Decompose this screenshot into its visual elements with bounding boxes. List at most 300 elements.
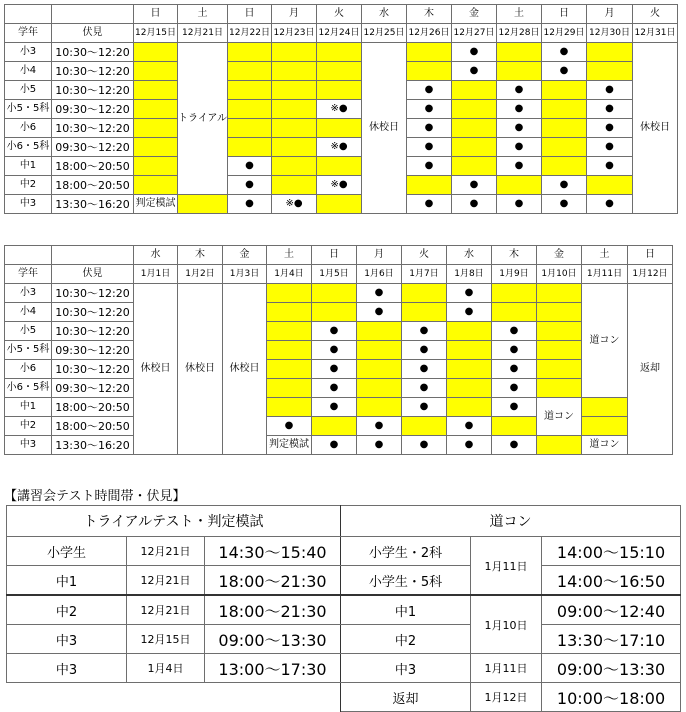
- closed-day-cell: 休校日: [134, 284, 178, 455]
- class-cell: [317, 43, 362, 62]
- day-cell: 土: [497, 5, 542, 24]
- time-cell: 18:00～20:50: [52, 176, 134, 195]
- header-row: [5, 265, 673, 284]
- class-cell: [537, 303, 582, 322]
- class-cell: [587, 43, 633, 62]
- time-cell: 09:00～13:30: [542, 654, 681, 683]
- day-cell: 月: [272, 5, 317, 24]
- day-cell: 金: [223, 246, 267, 265]
- time-cell: 09:30～12:20: [52, 138, 134, 157]
- note-dot: ※●: [317, 138, 362, 157]
- class-cell: [447, 379, 492, 398]
- class-cell: [542, 119, 587, 138]
- class-cell: [407, 176, 452, 195]
- class-cell: [272, 81, 317, 100]
- class-cell: [447, 398, 492, 417]
- test-dot: ●: [407, 157, 452, 176]
- date-cell: 12月31日: [633, 24, 678, 43]
- day-cell: 木: [492, 246, 537, 265]
- day-cell: 土: [582, 246, 628, 265]
- date-cell: 1月7日: [402, 265, 447, 284]
- test-dot: ●: [447, 417, 492, 436]
- day-cell: 日: [134, 5, 178, 24]
- class-cell: [357, 398, 402, 417]
- class-cell: [312, 284, 357, 303]
- class-cell: [317, 195, 362, 214]
- class-cell: [267, 341, 312, 360]
- grade-cell: 小6・5科: [5, 379, 52, 398]
- time-cell: 18:00～20:50: [52, 398, 134, 417]
- test-dot: ●: [407, 138, 452, 157]
- class-cell: [537, 379, 582, 398]
- table-row: [7, 595, 681, 625]
- day-cell: 土: [267, 246, 312, 265]
- time-cell: 09:30～12:20: [52, 379, 134, 398]
- class-cell: [452, 138, 497, 157]
- grade-cell: 中1: [5, 398, 52, 417]
- test-dot: ●: [542, 195, 587, 214]
- test-dot: ●: [587, 157, 633, 176]
- date-cell: 12月21日: [127, 537, 205, 566]
- test-times-header-row: [7, 506, 681, 537]
- blank-cell: [7, 683, 341, 712]
- class-cell: [134, 157, 178, 176]
- class-cell: [272, 119, 317, 138]
- time-cell: 18:00～21:30: [205, 566, 341, 596]
- test-dot: ●: [497, 138, 542, 157]
- test-dot: ●: [312, 341, 357, 360]
- grade-cell: 小6・5科: [5, 138, 52, 157]
- return-cell: 返却: [628, 284, 673, 455]
- date-cell: 1月12日: [628, 265, 673, 284]
- class-cell: [452, 100, 497, 119]
- dokon-cell: 道コン: [582, 284, 628, 398]
- grade-cell: 中3: [5, 195, 52, 214]
- day-cell: 金: [537, 246, 582, 265]
- date-cell: 12月27日: [452, 24, 497, 43]
- test-dot: ●: [447, 303, 492, 322]
- blank-cell: [5, 246, 52, 265]
- time-cell: 18:00～20:50: [52, 157, 134, 176]
- test-dot: ●: [402, 341, 447, 360]
- trial-header: トライアルテスト・判定模試: [7, 506, 341, 537]
- grade-cell: 小5: [5, 322, 52, 341]
- class-cell: [537, 360, 582, 379]
- hantei-moshi-cell: 判定模試: [267, 436, 312, 455]
- table-row: [5, 81, 678, 100]
- table-row: [5, 195, 678, 214]
- class-cell: [447, 322, 492, 341]
- date-cell: 1月2日: [178, 265, 223, 284]
- day-cell: 日: [228, 5, 272, 24]
- day-cell: 日: [542, 5, 587, 24]
- day-cell: 木: [178, 246, 223, 265]
- class-cell: [134, 176, 178, 195]
- test-dot: ●: [542, 176, 587, 195]
- class-cell: [267, 379, 312, 398]
- test-dot: ●: [312, 322, 357, 341]
- grade-cell: 中3: [7, 654, 127, 683]
- table-row: [7, 566, 681, 596]
- grade-cell: 小学生・2科: [341, 537, 471, 566]
- closed-day-cell: 休校日: [362, 43, 407, 214]
- test-dot: ●: [402, 398, 447, 417]
- note-dot: ※●: [317, 176, 362, 195]
- class-cell: [542, 100, 587, 119]
- trial-cell: トライアル: [178, 43, 228, 195]
- time-cell: 10:30～12:20: [52, 303, 134, 322]
- class-cell: [134, 100, 178, 119]
- class-cell: [312, 303, 357, 322]
- grade-cell: 小3: [5, 43, 52, 62]
- class-cell: [542, 157, 587, 176]
- grade-cell: 小4: [5, 62, 52, 81]
- grade-header: 学年: [5, 265, 52, 284]
- table-row: [5, 100, 678, 119]
- test-dot: ●: [587, 81, 633, 100]
- class-cell: [492, 417, 537, 436]
- test-dot: ●: [447, 436, 492, 455]
- class-cell: [134, 62, 178, 81]
- table-row: [5, 119, 678, 138]
- day-cell: 水: [134, 246, 178, 265]
- class-cell: [272, 62, 317, 81]
- time-cell: 09:30～12:20: [52, 100, 134, 119]
- time-cell: 10:30～12:20: [52, 284, 134, 303]
- test-dot: ●: [587, 138, 633, 157]
- date-cell: 1月12日: [471, 683, 542, 712]
- table-row: [5, 138, 678, 157]
- time-cell: 10:30～12:20: [52, 322, 134, 341]
- test-dot: ●: [312, 436, 357, 455]
- date-cell: 1月11日: [471, 537, 542, 596]
- dokon-cell: 道コン: [582, 436, 628, 455]
- closed-day-cell: 休校日: [633, 43, 678, 214]
- closed-day-cell: 休校日: [223, 284, 267, 455]
- class-cell: [267, 398, 312, 417]
- test-dot: ●: [497, 157, 542, 176]
- grade-cell: 中2: [5, 417, 52, 436]
- class-cell: [492, 284, 537, 303]
- table-row: [5, 157, 678, 176]
- grade-cell: 中1: [5, 157, 52, 176]
- class-cell: [452, 81, 497, 100]
- class-cell: [452, 157, 497, 176]
- time-cell: 10:30～12:20: [52, 62, 134, 81]
- class-cell: [497, 43, 542, 62]
- class-cell: [178, 195, 228, 214]
- test-dot: ●: [407, 100, 452, 119]
- dokon-cell: 道コン: [537, 398, 582, 436]
- test-dot: ●: [492, 360, 537, 379]
- table-row: [7, 537, 681, 566]
- test-dot: ●: [312, 379, 357, 398]
- test-dot: ●: [542, 43, 587, 62]
- date-cell: 1月5日: [312, 265, 357, 284]
- test-dot: ●: [452, 62, 497, 81]
- time-header: 伏見: [52, 24, 134, 43]
- day-of-week-row: [5, 246, 673, 265]
- date-cell: 12月21日: [127, 566, 205, 596]
- date-cell: 1月10日: [537, 265, 582, 284]
- class-cell: [537, 284, 582, 303]
- grade-cell: 中2: [5, 176, 52, 195]
- test-dot: ●: [492, 398, 537, 417]
- class-cell: [402, 284, 447, 303]
- date-cell: 1月10日: [471, 595, 542, 654]
- test-dot: ●: [492, 322, 537, 341]
- test-dot: ●: [407, 195, 452, 214]
- table-row: [5, 379, 673, 398]
- test-dot: ●: [402, 322, 447, 341]
- class-cell: [357, 360, 402, 379]
- time-cell: 10:30～12:20: [52, 360, 134, 379]
- test-dot: ●: [587, 195, 633, 214]
- class-cell: [228, 119, 272, 138]
- class-cell: [582, 417, 628, 436]
- test-dot: ●: [452, 43, 497, 62]
- class-cell: [134, 119, 178, 138]
- test-dot: ●: [402, 379, 447, 398]
- grade-cell: 小学生: [7, 537, 127, 566]
- blank-cell: [52, 5, 134, 24]
- grade-cell: 小5: [5, 81, 52, 100]
- test-dot: ●: [267, 417, 312, 436]
- class-cell: [497, 62, 542, 81]
- day-cell: 金: [452, 5, 497, 24]
- test-dot: ●: [497, 81, 542, 100]
- time-cell: 09:00～13:30: [205, 625, 341, 654]
- date-cell: 1月1日: [134, 265, 178, 284]
- grade-cell: 中3: [341, 654, 471, 683]
- grade-cell: 小4: [5, 303, 52, 322]
- test-dot: ●: [357, 284, 402, 303]
- hantei-moshi-cell: 判定模試: [134, 195, 178, 214]
- table-row: [5, 43, 678, 62]
- table-row: [7, 683, 681, 712]
- date-cell: 1月4日: [267, 265, 312, 284]
- class-cell: [228, 138, 272, 157]
- test-dot: ●: [492, 341, 537, 360]
- section-title: 【講習会テスト時間帯・伏見】: [4, 489, 186, 504]
- class-cell: [312, 417, 357, 436]
- time-cell: 10:30～12:20: [52, 119, 134, 138]
- class-cell: [267, 360, 312, 379]
- class-cell: [587, 62, 633, 81]
- grade-cell: 中3: [7, 625, 127, 654]
- class-cell: [402, 303, 447, 322]
- test-dot: ●: [447, 284, 492, 303]
- class-cell: [407, 62, 452, 81]
- grade-cell: 中1: [7, 566, 127, 596]
- test-dot: ●: [492, 379, 537, 398]
- day-cell: 火: [633, 5, 678, 24]
- day-cell: 水: [447, 246, 492, 265]
- table-row: [7, 654, 681, 683]
- class-cell: [134, 138, 178, 157]
- time-cell: 10:30～12:20: [52, 81, 134, 100]
- test-dot: ●: [402, 436, 447, 455]
- class-cell: [587, 176, 633, 195]
- test-dot: ●: [497, 100, 542, 119]
- class-cell: [452, 119, 497, 138]
- grade-cell: 中1: [341, 595, 471, 625]
- day-cell: 水: [362, 5, 407, 24]
- class-cell: [228, 100, 272, 119]
- time-cell: 14:30～15:40: [205, 537, 341, 566]
- grade-cell: 中3: [5, 436, 52, 455]
- day-cell: 火: [402, 246, 447, 265]
- test-dot: ●: [402, 360, 447, 379]
- day-cell: 木: [407, 5, 452, 24]
- time-cell: 13:30～16:20: [52, 436, 134, 455]
- grade-header: 学年: [5, 24, 52, 43]
- date-cell: 12月21日: [178, 24, 228, 43]
- date-cell: 1月9日: [492, 265, 537, 284]
- class-cell: [357, 341, 402, 360]
- test-dot: ●: [497, 119, 542, 138]
- grade-cell: 小6: [5, 119, 52, 138]
- table-row: [5, 322, 673, 341]
- test-dot: ●: [407, 119, 452, 138]
- note-dot: ※●: [272, 195, 317, 214]
- grade-cell: 返却: [341, 683, 471, 712]
- table-row: [5, 398, 673, 417]
- grade-cell: 小学生・5科: [341, 566, 471, 596]
- time-cell: 09:30～12:20: [52, 341, 134, 360]
- class-cell: [272, 138, 317, 157]
- note-dot: ※●: [317, 100, 362, 119]
- time-cell: 14:00～15:10: [542, 537, 681, 566]
- grade-cell: 小5・5科: [5, 100, 52, 119]
- table-row: [5, 62, 678, 81]
- grade-cell: 小6: [5, 360, 52, 379]
- table-row: [5, 303, 673, 322]
- grade-cell: 小5・5科: [5, 341, 52, 360]
- class-cell: [317, 62, 362, 81]
- grade-cell: 中2: [341, 625, 471, 654]
- class-cell: [317, 81, 362, 100]
- test-dot: ●: [452, 176, 497, 195]
- class-cell: [407, 43, 452, 62]
- class-cell: [267, 303, 312, 322]
- class-cell: [582, 398, 628, 417]
- date-cell: 12月25日: [362, 24, 407, 43]
- time-cell: 18:00～21:30: [205, 595, 341, 625]
- test-dot: ●: [497, 195, 542, 214]
- schedule-table-january: [4, 245, 673, 455]
- table-row: [5, 341, 673, 360]
- class-cell: [228, 43, 272, 62]
- class-cell: [357, 322, 402, 341]
- time-cell: 09:00～12:40: [542, 595, 681, 625]
- test-dot: ●: [228, 157, 272, 176]
- test-dot: ●: [407, 81, 452, 100]
- table-row: [5, 284, 673, 303]
- day-cell: 土: [178, 5, 228, 24]
- class-cell: [447, 341, 492, 360]
- test-dot: ●: [587, 100, 633, 119]
- header-row: [5, 24, 678, 43]
- class-cell: [402, 417, 447, 436]
- table-row: [7, 625, 681, 654]
- time-header: 伏見: [52, 265, 134, 284]
- class-cell: [537, 322, 582, 341]
- class-cell: [357, 379, 402, 398]
- class-cell: [272, 176, 317, 195]
- table-row: [5, 436, 673, 455]
- test-dot: ●: [312, 360, 357, 379]
- table-row: [5, 360, 673, 379]
- time-cell: 18:00～20:50: [52, 417, 134, 436]
- test-dot: ●: [542, 62, 587, 81]
- test-times-table: [6, 505, 681, 712]
- closed-day-cell: 休校日: [178, 284, 223, 455]
- class-cell: [447, 360, 492, 379]
- dokon-header: 道コン: [341, 506, 681, 537]
- class-cell: [272, 100, 317, 119]
- date-cell: 12月29日: [542, 24, 587, 43]
- test-dot: ●: [587, 119, 633, 138]
- test-dot: ●: [492, 436, 537, 455]
- class-cell: [267, 322, 312, 341]
- day-cell: 日: [628, 246, 673, 265]
- date-cell: 12月30日: [587, 24, 633, 43]
- grade-cell: 小3: [5, 284, 52, 303]
- class-cell: [537, 341, 582, 360]
- date-cell: 1月4日: [127, 654, 205, 683]
- class-cell: [267, 284, 312, 303]
- class-cell: [537, 436, 582, 455]
- time-cell: 10:30～12:20: [52, 43, 134, 62]
- day-cell: 日: [312, 246, 357, 265]
- class-cell: [497, 176, 542, 195]
- date-cell: 12月23日: [272, 24, 317, 43]
- date-cell: 12月15日: [134, 24, 178, 43]
- class-cell: [317, 119, 362, 138]
- date-cell: 1月8日: [447, 265, 492, 284]
- class-cell: [272, 43, 317, 62]
- test-dot: ●: [312, 398, 357, 417]
- date-cell: 1月11日: [582, 265, 628, 284]
- class-cell: [134, 43, 178, 62]
- test-dot: ●: [452, 195, 497, 214]
- time-cell: 10:00～18:00: [542, 683, 681, 712]
- date-cell: 12月22日: [228, 24, 272, 43]
- date-cell: 1月3日: [223, 265, 267, 284]
- test-dot: ●: [357, 303, 402, 322]
- date-cell: 1月11日: [471, 654, 542, 683]
- day-cell: 火: [317, 5, 362, 24]
- test-dot: ●: [228, 176, 272, 195]
- class-cell: [542, 81, 587, 100]
- class-cell: [542, 138, 587, 157]
- blank-cell: [52, 246, 134, 265]
- class-cell: [272, 157, 317, 176]
- date-cell: 1月6日: [357, 265, 402, 284]
- date-cell: 12月28日: [497, 24, 542, 43]
- time-cell: 13:00～17:30: [205, 654, 341, 683]
- day-cell: 月: [357, 246, 402, 265]
- class-cell: [317, 157, 362, 176]
- class-cell: [492, 303, 537, 322]
- date-cell: 12月24日: [317, 24, 362, 43]
- table-row: [5, 176, 678, 195]
- date-cell: 12月21日: [127, 595, 205, 625]
- time-cell: 13:30～17:10: [542, 625, 681, 654]
- schedule-table-december: [4, 4, 678, 214]
- time-cell: 14:00～16:50: [542, 566, 681, 596]
